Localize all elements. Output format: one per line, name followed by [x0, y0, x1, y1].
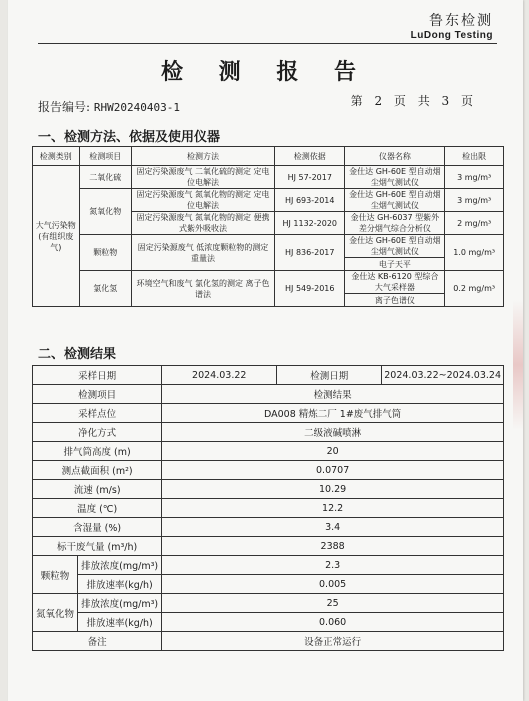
- table-row: [33, 189, 504, 212]
- row-label: 排放速率(kg/h): [78, 613, 162, 632]
- row-value: 0.060: [162, 613, 504, 632]
- row-label: 排气筒高度 (m): [33, 442, 162, 461]
- row-label: 采样点位: [33, 404, 162, 423]
- row-label: 温度 (℃): [33, 499, 162, 518]
- remark-value: 设备正常运行: [162, 632, 504, 651]
- row-label: 标干废气量 (m³/h): [33, 537, 162, 556]
- table-row: [33, 235, 504, 258]
- col-method: 检测方法: [131, 147, 274, 166]
- basis-cell: HJ 836-2017: [275, 235, 345, 271]
- table-row: [33, 594, 504, 613]
- report-title: 检 测 报 告: [161, 59, 370, 85]
- col-limit: 检出限: [445, 147, 504, 166]
- limit-cell: 1.0 mg/m³: [445, 235, 504, 271]
- section-results-title: 二、检测结果: [38, 347, 117, 362]
- table-row: [33, 404, 504, 423]
- row-label: 流速 (m/s): [33, 480, 162, 499]
- item-cell: 二氧化硫: [79, 166, 131, 189]
- report-page: [8, 0, 523, 701]
- table-row: [33, 480, 504, 499]
- method-cell: 固定污染源废气 氮氧化物的测定 定电位电解法: [131, 189, 274, 212]
- row-value: 12.2: [162, 499, 504, 518]
- group-name: 颗粒物: [33, 556, 78, 594]
- row-value: 0.005: [162, 575, 504, 594]
- instrument-cell: 离子色谱仪: [345, 294, 445, 307]
- table-row: [33, 442, 504, 461]
- sample-date-value: 2024.03.22: [162, 366, 277, 385]
- col-item: 检测项目: [79, 147, 131, 166]
- table-row: [33, 518, 504, 537]
- table-row: [33, 632, 504, 651]
- instrument-cell: 金仕达 GH-60E 型自动烟尘烟气测试仪: [345, 166, 445, 189]
- limit-cell: 3 mg/m³: [445, 166, 504, 189]
- table-row: [33, 366, 504, 385]
- method-cell: 固定污染源废气 二氧化硫的测定 定电位电解法: [131, 166, 274, 189]
- row-value: 2388: [162, 537, 504, 556]
- item-cell: 颗粒物: [79, 235, 131, 271]
- brand-name-cn: 鲁东检测: [429, 13, 493, 29]
- table-row: [33, 556, 504, 575]
- methods-header-row: [33, 147, 504, 166]
- basis-cell: HJ 1132-2020: [275, 212, 345, 235]
- instrument-cell: 电子天平: [345, 258, 445, 271]
- remark-label: 备注: [33, 632, 162, 651]
- row-value: 二级液碱喷淋: [162, 423, 504, 442]
- basis-cell: HJ 57-2017: [275, 166, 345, 189]
- row-value: DA008 精炼二厂 1#废气排气筒: [162, 404, 504, 423]
- table-row: [33, 537, 504, 556]
- instrument-cell: 金仕达 GH-6037 型紫外差分烟气综合分析仪: [345, 212, 445, 235]
- instrument-cell: 金仕达 GH-60E 型自动烟尘烟气测试仪: [345, 235, 445, 258]
- section-methods-title: 一、检测方法、依据及使用仪器: [38, 130, 221, 145]
- brand-name-en: LuDong Testing: [410, 30, 493, 41]
- test-date-value: 2024.03.22~2024.03.24: [382, 366, 504, 385]
- limit-cell: 3 mg/m³: [445, 189, 504, 212]
- col-instrument: 仪器名称: [345, 147, 445, 166]
- limit-cell: 2 mg/m³: [445, 212, 504, 235]
- table-row: [33, 385, 504, 404]
- item-header: 检测项目: [33, 385, 162, 404]
- methods-table: [32, 146, 504, 307]
- brand-header: [411, 10, 493, 41]
- table-row: [33, 423, 504, 442]
- report-number-label: 报告编号:: [38, 100, 91, 114]
- results-table: [32, 365, 504, 651]
- row-value: 0.0707: [162, 461, 504, 480]
- table-row: [33, 499, 504, 518]
- method-cell: 环境空气和废气 氯化氢的测定 离子色谱法: [131, 271, 274, 307]
- table-row: [33, 271, 504, 294]
- row-value: 3.4: [162, 518, 504, 537]
- basis-cell: HJ 549-2016: [275, 271, 345, 307]
- table-row: [33, 166, 504, 189]
- method-cell: 固定污染源废气 氮氧化物的测定 便携式紫外吸收法: [131, 212, 274, 235]
- table-row: [33, 461, 504, 480]
- test-date-label: 检测日期: [277, 366, 382, 385]
- row-value: 20: [162, 442, 504, 461]
- method-cell: 固定污染源废气 低浓度颗粒物的测定 重量法: [131, 235, 274, 271]
- seal-stamp-edge: [513, 300, 523, 430]
- table-row: [33, 575, 504, 594]
- item-cell: 氮氧化物: [79, 189, 131, 235]
- row-value: 2.3: [162, 556, 504, 575]
- limit-cell: 0.2 mg/m³: [445, 271, 504, 307]
- category-cell: 大气污染物 (有组织废气): [33, 166, 80, 307]
- page-indicator: 第 2 页 共 3 页: [350, 94, 473, 108]
- row-label: 排放浓度(mg/m³): [78, 556, 162, 575]
- row-label: 排放浓度(mg/m³): [78, 594, 162, 613]
- result-header: 检测结果: [162, 385, 504, 404]
- instrument-cell: 金仕达 GH-60E 型自动烟尘烟气测试仪: [345, 189, 445, 212]
- basis-cell: HJ 693-2014: [275, 189, 345, 212]
- col-basis: 检测依据: [275, 147, 345, 166]
- row-label: 净化方式: [33, 423, 162, 442]
- group-name: 氮氧化物: [33, 594, 78, 632]
- col-category: 检测类别: [33, 147, 80, 166]
- row-value: 10.29: [162, 480, 504, 499]
- row-value: 25: [162, 594, 504, 613]
- row-label: 含湿量 (%): [33, 518, 162, 537]
- sample-date-label: 采样日期: [33, 366, 162, 385]
- row-label: 测点截面积 (m²): [33, 461, 162, 480]
- report-number-value: RHW20240403-1: [93, 101, 180, 114]
- table-row: [33, 613, 504, 632]
- item-cell: 氯化氢: [79, 271, 131, 307]
- row-label: 排放速率(kg/h): [78, 575, 162, 594]
- instrument-cell: 金仕达 KB-6120 型综合大气采样器: [345, 271, 445, 294]
- header-divider: [38, 43, 497, 44]
- report-number: [38, 98, 180, 115]
